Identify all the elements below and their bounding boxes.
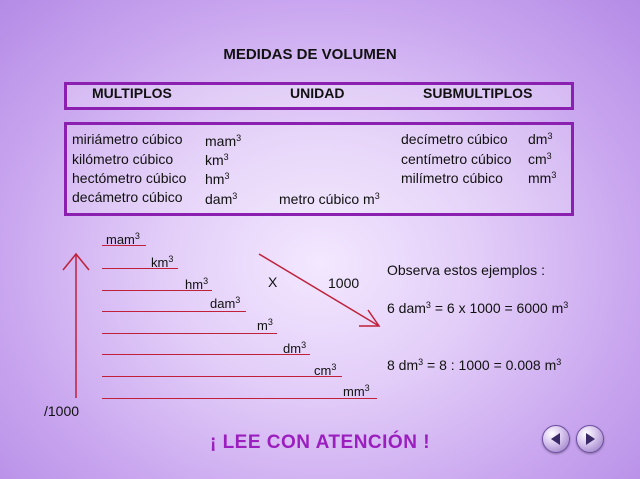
stair-line <box>102 354 310 355</box>
stair-label: $cm^3$ <box>314 362 337 378</box>
examples-heading: Observa estos ejemplos : <box>387 262 545 278</box>
stair-line <box>102 311 246 312</box>
submultiplo-symbol: $cm^3$ <box>528 151 552 167</box>
header-unidad: UNIDAD <box>290 85 345 101</box>
stair-label: mam$^3$ <box>106 231 140 247</box>
stair-label: $hm^3$ <box>185 276 209 292</box>
header-multiplos: MULTIPLOS <box>92 85 172 101</box>
unidad-entry: metro cúbico $m^3$ <box>279 191 380 207</box>
divide-label: /1000 <box>44 403 80 419</box>
stair-label: $m^3$ <box>257 317 273 333</box>
stair-line <box>102 333 277 334</box>
thousand-label: 1000 <box>328 275 360 291</box>
stair-label: $dm^3$ <box>283 340 307 356</box>
next-button[interactable] <box>576 425 604 453</box>
multiplo-symbol: mam$^3$ <box>205 133 242 149</box>
chevron-left-icon <box>543 426 569 452</box>
diagonal-arrow-icon <box>255 250 385 332</box>
multiplo-symbol: $km^3$ <box>205 152 229 168</box>
header-submultiplos: SUBMULTIPLOS <box>423 85 533 101</box>
stair-label: $mm^3$ <box>343 383 370 399</box>
example-1: 6 dam$^3$ = 6 x 1000 = 6000 $m^3$ <box>387 300 569 316</box>
previous-button[interactable] <box>542 425 570 453</box>
stair-line <box>102 398 377 399</box>
submultiplo-symbol: $mm^3$ <box>528 170 557 186</box>
footer-notice: ¡ LEE CON ATENCIÓN ! <box>209 432 431 453</box>
multiplo-name: hectómetro cúbico <box>72 170 187 186</box>
chevron-right-icon <box>577 426 603 452</box>
stair-label: dam$^3$ <box>210 295 241 311</box>
submultiplo-name: centímetro cúbico <box>401 151 512 167</box>
submultiplo-name: decímetro cúbico <box>401 131 508 147</box>
stair-label: $km^3$ <box>151 254 174 270</box>
stair-line <box>102 376 342 377</box>
multiplo-name: miriámetro cúbico <box>72 131 183 147</box>
multiplo-symbol: $hm^3$ <box>205 171 230 187</box>
up-arrow-icon <box>58 250 94 400</box>
submultiplo-symbol: $dm^3$ <box>528 131 553 147</box>
page-title: MEDIDAS DE VOLUMEN <box>223 46 397 63</box>
example-2: 8 $dm^3 = 8$ : 1000 = 0.008 $m^3$ <box>387 357 562 373</box>
multiplo-name: decámetro cúbico <box>72 189 183 205</box>
submultiplo-name: milímetro cúbico <box>401 170 503 186</box>
times-label: X <box>268 274 278 290</box>
multiplo-symbol: dam$^3$ <box>205 191 238 207</box>
multiplo-name: kilómetro cúbico <box>72 151 174 167</box>
